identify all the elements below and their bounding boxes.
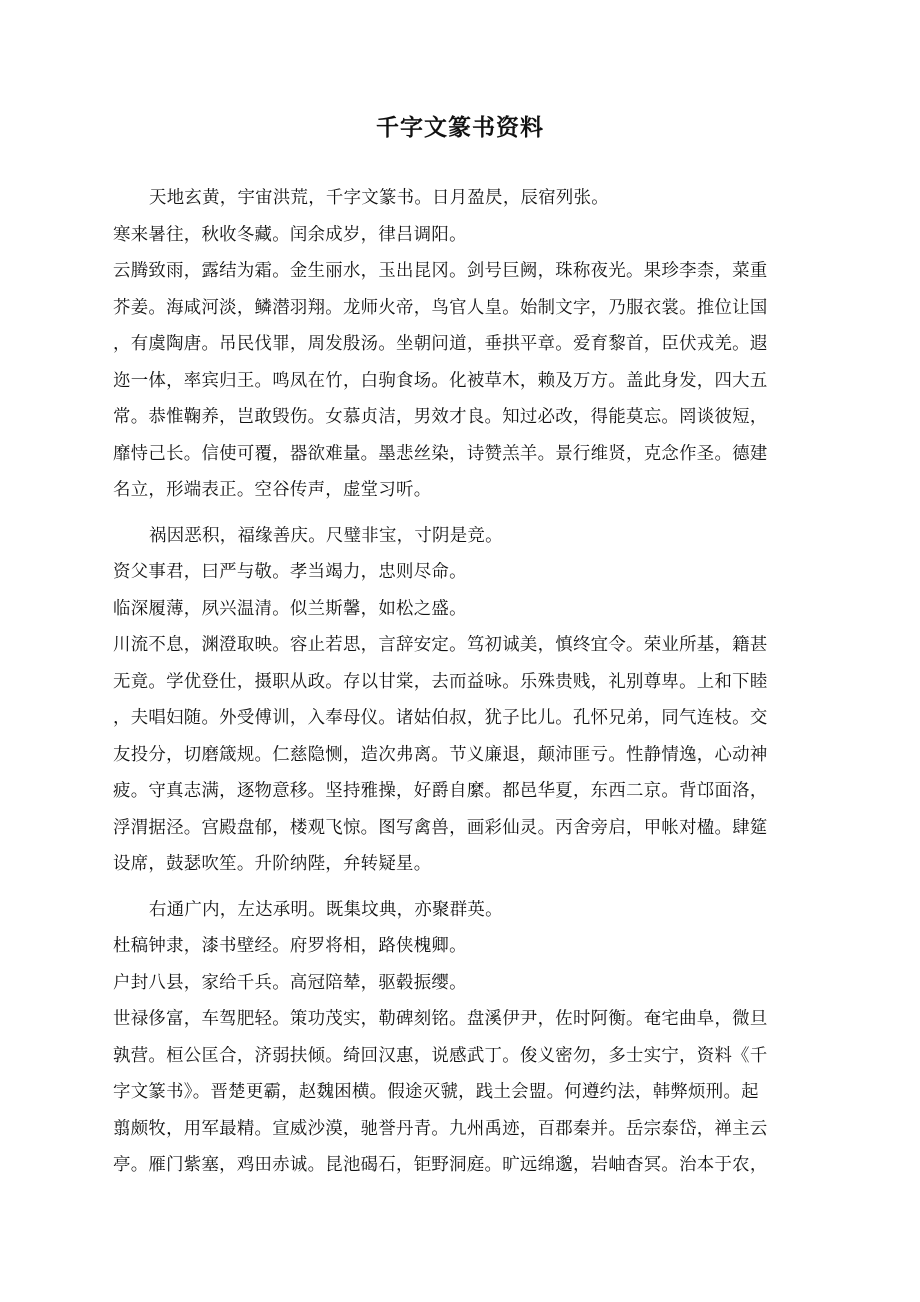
text-line: 右通广内，左达承明。既集坟典，亦聚群英。 (149, 899, 503, 920)
text-line: 芥姜。海咸河淡，鳞潜羽翔。龙师火帝，鸟官人皇。始制文字，乃服衣裳。推位让国 (113, 297, 768, 318)
text-line: 天地玄黄，宇宙洪荒，千字文篆书。日月盈昃，辰宿列张。 (149, 188, 609, 208)
text-line: ，有虞陶唐。吊民伐罪，周发殷汤。坐朝问道，垂拱平章。爱育黎首，臣伏戎羌。遐 (113, 334, 768, 354)
text-line: 迩一体，率宾归王。鸣凤在竹，白驹食场。化被草木，赖及万方。盖此身发，四大五 (113, 370, 768, 391)
text-line: 亭。雁门紫塞，鸡田赤诚。昆池碣石，钜野洞庭。旷远绵邈，岩岫杳冥。治本于农， (113, 1155, 768, 1175)
text-line: 孰营。桓公匡合，济弱扶倾。绮回汉惠，说感武丁。俊义密勿，多士实宁，资料《千 (113, 1045, 768, 1066)
text-line: 资父事君，曰严与敬。孝当竭力，忠则尽命。 (113, 562, 467, 582)
text-line: 户封八县，家给千兵。高冠陪辇，驱毂振缨。 (113, 972, 467, 993)
text-line: 翦颇牧，用军最精。宣威沙漠，驰誉丹青。九州禹迹，百郡秦并。岳宗泰岱，禅主云 (113, 1118, 768, 1139)
paragraph-3 (113, 892, 801, 1184)
text-line: 川流不息，渊澄取映。容止若思，言辞安定。笃初诚美，慎终宜令。荣业所基，籍甚 (113, 635, 768, 655)
text-line: 临深履薄，夙兴温清。似兰斯馨，如松之盛。 (113, 598, 467, 619)
text-line: 云腾致雨，露结为霜。金生丽水，玉出昆冈。剑号巨阙，珠称夜光。果珍李柰，菜重 (113, 261, 768, 281)
text-line: 名立，形端表正。空谷传声，虚堂习听。 (113, 480, 432, 500)
text-line: 靡恃己长。信使可覆，器欲难量。墨悲丝染，诗赞羔羊。景行维贤，克念作圣。德建 (113, 443, 768, 464)
text-line: 常。恭惟鞠养，岂敢毁伤。女慕贞洁，男效才良。知过必改，得能莫忘。罔谈彼短， (113, 407, 768, 427)
paragraph-1 (113, 180, 801, 509)
text-line: 祸因恶积，福缘善庆。尺璧非宝，寸阴是竞。 (149, 525, 503, 546)
text-line: 字文篆书》。晋楚更霸，赵魏困横。假途灭虢，践土会盟。何遵约法，韩弊烦刑。起 (113, 1082, 759, 1102)
text-line: 设席，鼓瑟吹笙。升阶纳陛，弁转疑星。 (113, 854, 432, 874)
text-line: 寒来暑往，秋收冬藏。闰余成岁，律吕调阳。 (113, 224, 467, 245)
text-line: 浮渭据泾。宫殿盘郁，楼观飞惊。图写禽兽，画彩仙灵。丙舍旁启，甲帐对楹。肆筵 (113, 817, 768, 838)
text-line: 疲。守真志满，逐物意移。坚持雅操，好爵自縻。都邑华夏，东西二京。背邙面洛， (113, 781, 768, 801)
document-title: 千字文篆书资料 (376, 114, 544, 141)
text-line: 世禄侈富，车驾肥轻。策功茂实，勒碑刻铭。盘溪伊尹，佐时阿衡。奄宅曲阜，微旦 (113, 1009, 768, 1029)
document-body (113, 180, 801, 1193)
text-line: 友投分，切磨箴规。仁慈隐恻，造次弗离。节义廉退，颠沛匪亏。性静情逸，心动神 (113, 744, 768, 765)
text-line: 杜稿钟隶，漆书壁经。府罗将相，路侠槐卿。 (113, 936, 467, 956)
text-line: ，夫唱妇随。外受傅训，入奉母仪。诸姑伯叔，犹子比儿。孔怀兄弟，同气连枝。交 (113, 708, 768, 728)
paragraph-2 (113, 518, 801, 883)
text-line: 无竟。学优登仕，摄职从政。存以甘棠，去而益咏。乐殊贵贱，礼别尊卑。上和下睦 (113, 671, 768, 692)
